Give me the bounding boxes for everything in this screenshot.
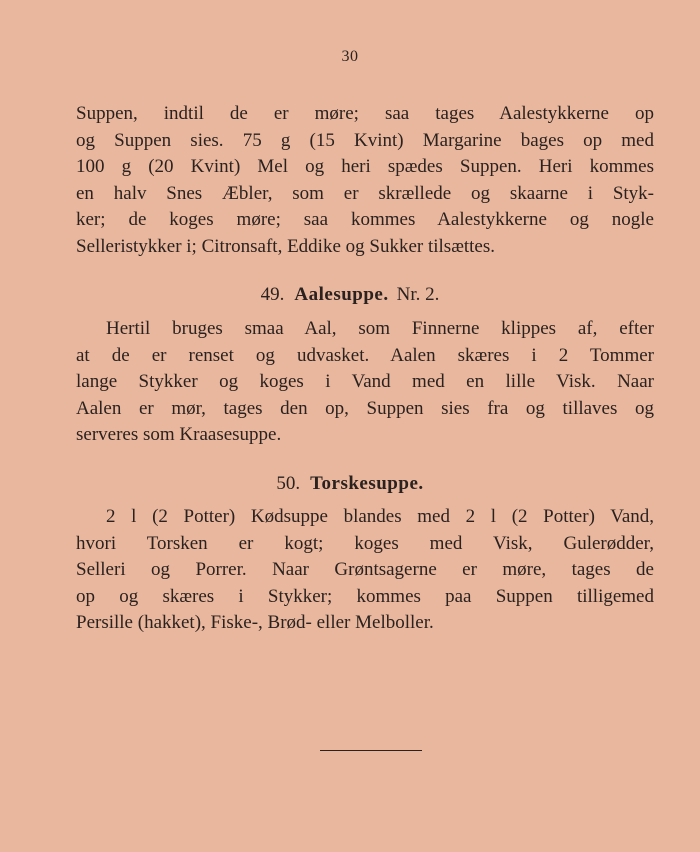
page-number: 30 <box>341 48 359 65</box>
recipe-number: 50. <box>276 473 301 494</box>
text-line: Hertil bruges smaa Aal, som Finnerne klippes af, efter <box>106 318 654 339</box>
recipe-subtitle: Nr. 2. <box>396 284 440 305</box>
text-line: serveres som Kraasesuppe. <box>76 424 282 445</box>
recipe-number: 49. <box>260 284 285 305</box>
intro-paragraph <box>76 101 654 260</box>
recipe-49-body <box>76 316 654 449</box>
text-line: ker; de koges møre; saa kommes Aalestykkerne og nogle <box>76 209 654 230</box>
recipe-50-heading <box>0 473 700 495</box>
text-line: 2 l (2 Potter) Kødsuppe blandes med 2 l (2 Potter) Vand, <box>106 506 654 527</box>
end-rule-divider <box>320 750 422 751</box>
text-line: at de er renset og udvasket. Aalen skæres i 2 Tommer <box>76 344 654 366</box>
text-line: op og skæres i Stykker; kommes paa Suppen tilligemed <box>76 585 654 607</box>
text-line: Persille (hakket), Fiske-, Brød- eller Melboller. <box>76 612 434 633</box>
recipe-49-heading <box>0 284 700 306</box>
text-line: lange Stykker og koges i Vand med en lille Visk. Naar <box>76 371 654 392</box>
recipe-title: Aalesuppe. <box>294 284 389 305</box>
text-line: Suppen, indtil de er møre; saa tages Aalestykkerne op <box>76 103 654 124</box>
text-line: hvori Torsken er kogt; koges med Visk, Gulerødder, <box>76 532 654 554</box>
text-line: og Suppen sies. 75 g (15 Kvint) Margarine bages op med <box>76 129 654 151</box>
text-line: 100 g (20 Kvint) Mel og heri spædes Suppen. Heri kommes <box>76 156 654 177</box>
text-line: Aalen er mør, tages den op, Suppen sies fra og tillaves og <box>76 397 654 419</box>
text-line: en halv Snes Æbler, som er skrællede og skaarne i Styk- <box>76 182 654 204</box>
text-line: Selleristykker i; Citronsaft, Eddike og Sukker tilsættes. <box>76 235 496 257</box>
text-line: Selleri og Porrer. Naar Grøntsagerne er møre, tages de <box>76 559 654 580</box>
recipe-50-body <box>76 504 654 637</box>
recipe-title: Torskesuppe. <box>310 473 424 494</box>
